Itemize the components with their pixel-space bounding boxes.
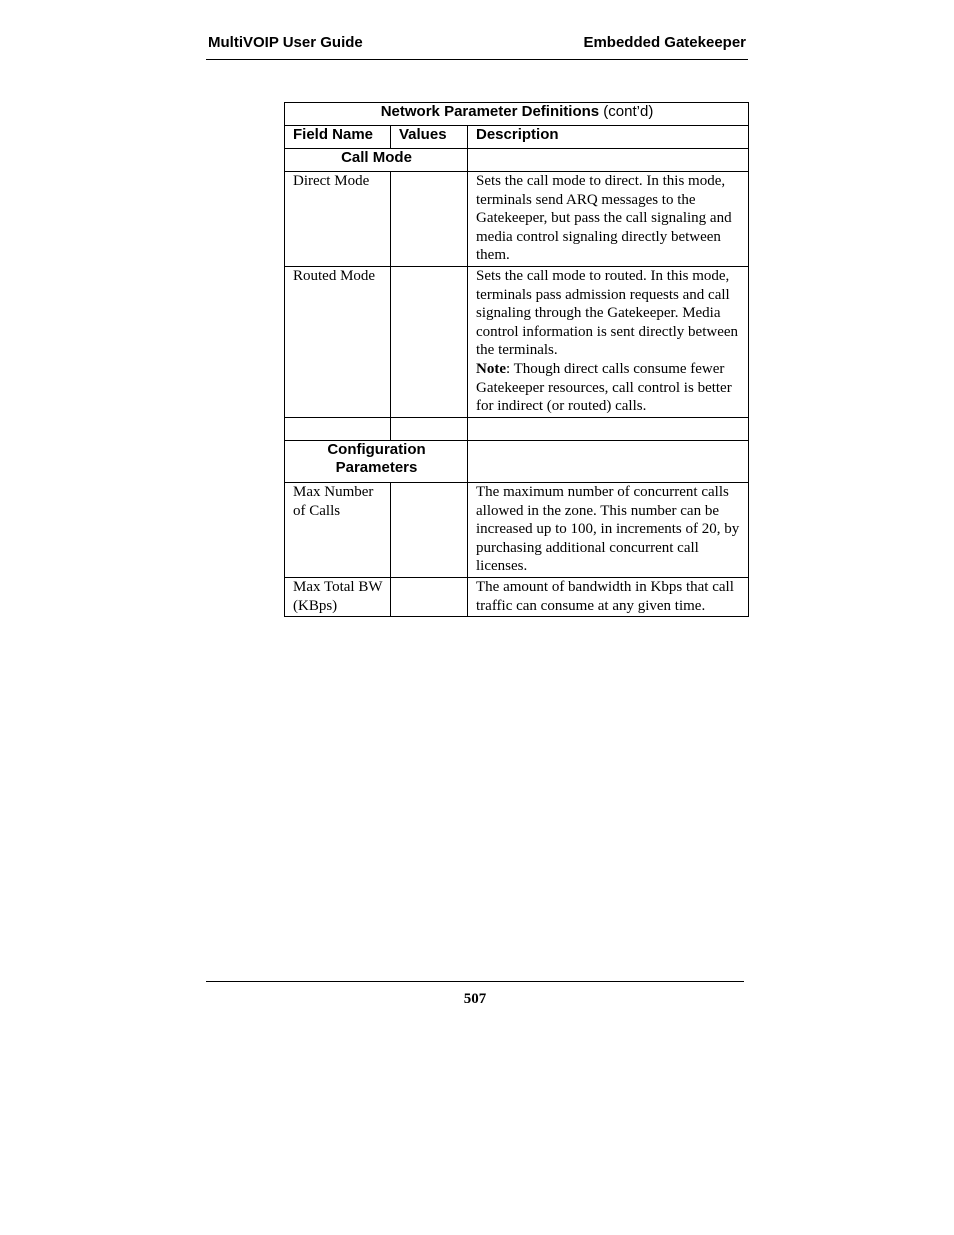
table-title-suffix: (cont’d) [599, 103, 654, 120]
values-cell [391, 578, 468, 617]
field-name-cell: Max Total BW (KBps) [285, 578, 391, 617]
section-heading-call-mode: Call Mode [285, 149, 468, 172]
description-text: Sets the call mode to routed. In this mode, terminals pass admission requests and call signaling through the Gatekeeper. Media control information is sent directly between the terminals. [476, 268, 739, 359]
table-row [285, 267, 749, 418]
table-row [285, 578, 749, 617]
table-title [285, 103, 749, 126]
description-cell [468, 267, 749, 418]
empty-spacer-row [285, 418, 749, 441]
values-cell [391, 172, 468, 267]
footer-divider [206, 981, 744, 982]
column-header-field-name: Field Name [285, 126, 391, 149]
chapter-title: Embedded Gatekeeper [583, 34, 746, 51]
section-row-call-mode [285, 149, 749, 172]
field-name-cell: Routed Mode [285, 267, 391, 418]
table-title-bold: Network Parameter Definitions [380, 103, 600, 120]
section-heading-empty-cell [468, 149, 749, 172]
empty-cell [285, 418, 391, 441]
field-name-cell: Direct Mode [285, 172, 391, 267]
document-title: MultiVOIP User Guide [208, 34, 363, 51]
note-label: Note [476, 360, 506, 377]
column-header-description: Description [468, 126, 749, 149]
empty-cell [468, 418, 749, 441]
empty-cell [391, 418, 468, 441]
values-cell [391, 267, 468, 418]
section-row-configuration-parameters [285, 441, 749, 483]
column-header-values: Values [391, 126, 468, 149]
table-row [285, 483, 749, 578]
field-name-cell: Max Number of Calls [285, 483, 391, 578]
page-header [206, 33, 748, 60]
column-header-row [285, 126, 749, 149]
description-cell: Sets the call mode to direct. In this mode, terminals send ARQ messages to the Gatekeeper, but pass the call signaling and media control signaling directly between them. [468, 172, 749, 267]
values-cell [391, 483, 468, 578]
network-parameter-definitions-table [284, 102, 749, 617]
description-cell: The amount of bandwidth in Kbps that call traffic can consume at any given time. [468, 578, 749, 617]
table-row [285, 172, 749, 267]
section-heading-configuration-parameters [285, 441, 468, 483]
section-heading-line-2: Parameters [335, 459, 418, 476]
note-text: : Though direct calls consume fewer Gatekeeper resources, call control is better for indirect (or routed) calls. [476, 360, 732, 415]
section-heading-empty-cell [468, 441, 749, 483]
table-title-row [285, 103, 749, 126]
description-cell: The maximum number of concurrent calls allowed in the zone. This number can be increased up to 100, in increments of 20, by purchasing additional concurrent call licenses. [468, 483, 749, 578]
section-heading-line-1: Configuration [327, 441, 426, 458]
page-number: 507 [463, 991, 487, 1007]
